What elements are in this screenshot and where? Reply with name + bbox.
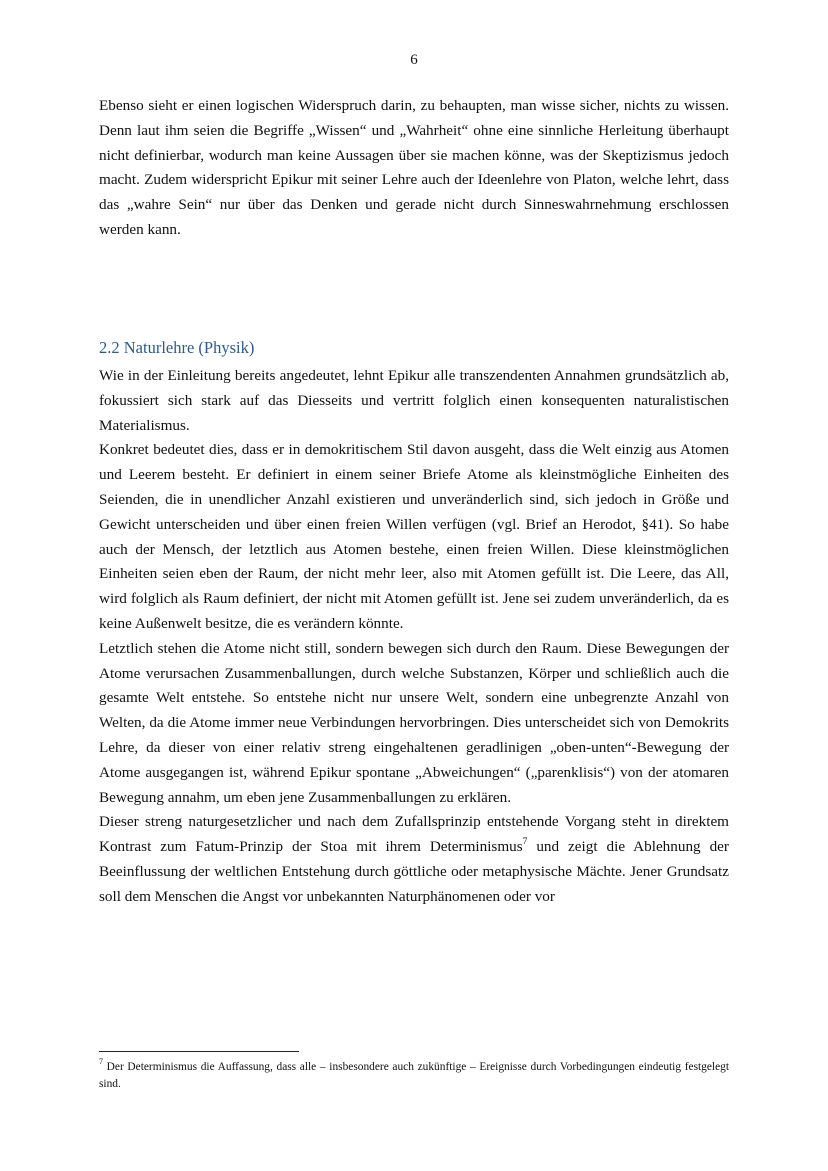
footnote-reference[interactable]: 7 [522,837,528,848]
page-number: 6 [410,52,418,68]
paragraph-determinism [99,810,729,909]
footnote-divider [99,1051,299,1052]
intro-block [99,94,729,243]
paragraph-determinism-text-a: Dieser streng naturgesetzlicher und nach dem Zufallsprinzip entstehende Vorgang steht in direktem Kontrast zum Fatum-Prinzip der Stoa mit ihrem Determinismus [99,813,729,856]
footnote-text: Der Determinismus die Auffassung, dass alle – insbesondere auch zukünftige – Ereignisse durch Vorbedingungen eindeutig festgelegt sind. [99,1061,729,1090]
paragraph-movement: Letztlich stehen die Atome nicht still, sondern bewegen sich durch den Raum. Diese Bewegungen der Atome verursachen Zusammenballungen, durch welche Substanzen, Körper und schließlich auch die gesamte Welt entstehe. So entstehe nicht nur unsere Welt, sondern eine unbegrenzte Anzahl von Welten, da die Atome immer neue Verbindungen hervorbringen. Dies unterscheidet sich von Demokrits Lehre, da dieser von einer relativ streng eingehaltenen geradlinigen „oben-unten“-Bewegung der Atome ausgegangen ist, während Epikur spontane „Abweichungen“ („parenklisis“) von der atomaren Bewegung annahm, um eben jene Zusammenballungen zu erklären. [99,639,729,806]
section-heading: 2.2 Naturlehre (Physik) [99,338,255,357]
intro-paragraph: Ebenso sieht er einen logischen Widerspruch darin, zu behaupten, man wisse sicher, nichts zu wissen. Denn laut ihm seien die Begriffe „Wissen“ und „Wahrheit“ ohne eine sinnliche Herleitung überhaupt nicht definierbar, wodurch man keine Aussagen über sie machen könne, was der Skeptizismus jedoch macht. Zudem widerspricht Epikur mit seiner Lehre auch der Ideenlehre von Platon, welche lehrt, dass das „wahre Sein“ nur über das Denken und gerade nicht durch Sinneswahrnehmung erschlossen werden kann. [99,97,729,238]
section-body [99,364,729,910]
paragraph-determinism-text-b: und zeigt die Ablehnung der Beeinflussung der weltlichen Entstehung durch göttliche oder metaphysische Mächte. Jener Grundsatz soll dem Menschen die Angst vor unbekannten Naturphänomenen oder vor [99,838,729,905]
paragraph-atoms: Konkret bedeutet dies, dass er in demokritischem Stil davon ausgeht, dass die Welt einzig aus Atomen und Leerem besteht. Er definiert in einem seiner Briefe Atome als kleinstmögliche Einheiten des Seienden, die in unendlicher Anzahl existieren und unveränderlich sind, sich jedoch in Größe und Gewicht unterscheiden und über einen freien Willen verfügen (vgl. Brief an Herodot, §41). So habe auch der Mensch, der letztlich aus Atomen bestehe, einen freien Willen. Diese kleinstmöglichen Einheiten seien eben der Raum, der nicht mehr leer, also mit Atomen gefüllt ist. Die Leere, das All, wird folglich als Raum definiert, der nicht mit Atomen gefüllt ist. Jene sei zudem unveränderlich, da es keine Außenwelt besitze, die es verändern könnte. [99,441,729,632]
footnote [99,1059,729,1092]
footnote-marker: 7 [99,1057,103,1067]
paragraph-materialism: Wie in der Einleitung bereits angedeutet, lehnt Epikur alle transzendenten Annahmen grundsätzlich ab, fokussiert sich stark auf das Diesseits und vertritt folglich einen konsequenten naturalistischen Materialismus. [99,367,729,434]
